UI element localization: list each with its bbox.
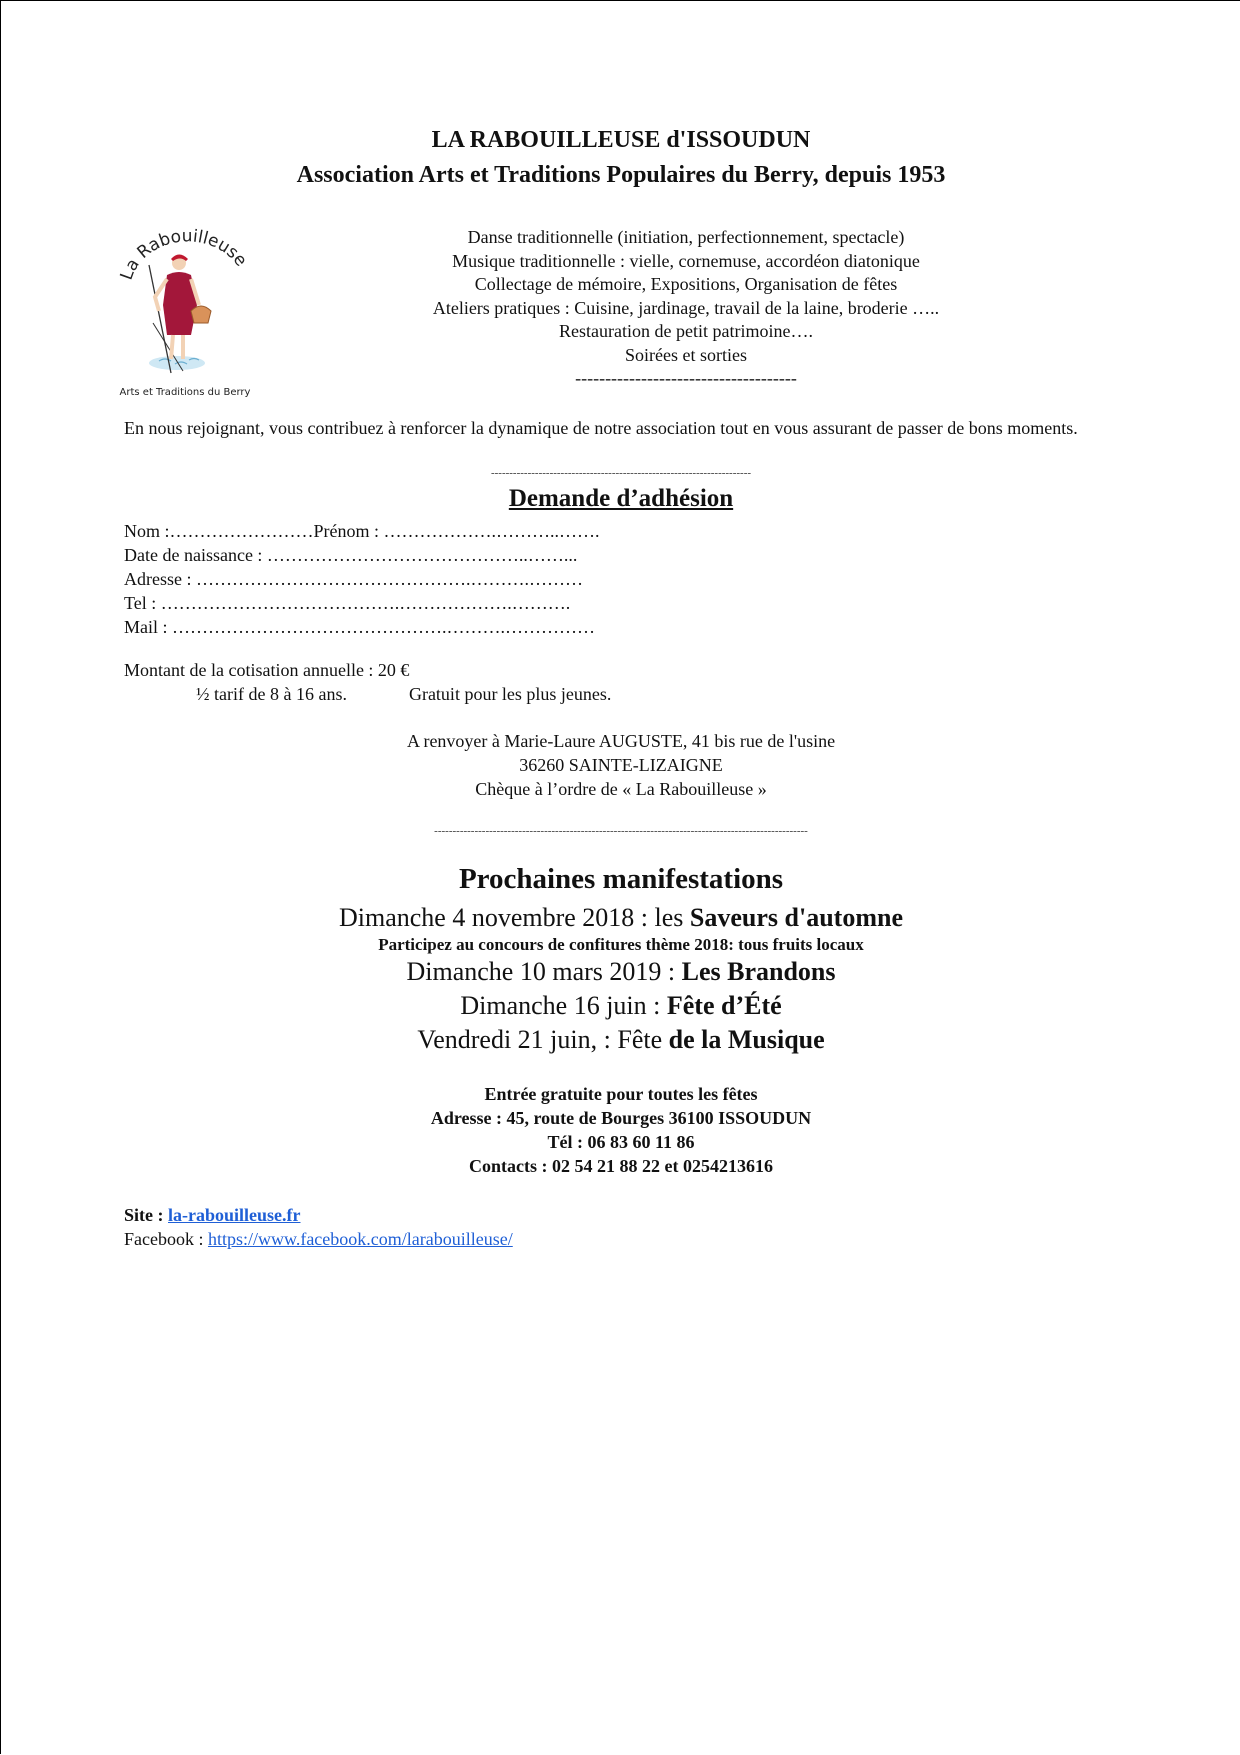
association-title: LA RABOUILLEUSE d'ISSOUDUN xyxy=(431,127,811,153)
rabouilleuse-logo xyxy=(119,223,259,403)
activities-list xyxy=(341,226,1031,391)
free-fee-note: Gratuit pour les plus jeunes. xyxy=(408,684,612,704)
form-field-birthdate[interactable]: Date de naissance : ……………………………………..……... xyxy=(124,545,578,565)
form-field-phone[interactable]: Tel : ………………………………….……………….………. xyxy=(124,593,571,613)
form-field-address[interactable]: Adresse : ……………………………………….……….……… xyxy=(124,569,583,589)
facebook-label: Facebook : xyxy=(124,1229,208,1249)
send-to-address xyxy=(1,729,1240,801)
phone-number: Tél : 06 83 60 11 86 xyxy=(547,1132,695,1152)
fee-section xyxy=(124,658,611,706)
activity-item: Musique traditionnelle : vielle, cornemuse, accordéon diatonique xyxy=(452,250,920,271)
links-section xyxy=(124,1203,513,1251)
association-subtitle: Association Arts et Traditions Populaires du Berry, depuis 1953 xyxy=(296,162,946,188)
event-item: Dimanche 4 novembre 2018 : les Saveurs d'automne xyxy=(339,903,903,932)
activity-item: Danse traditionnelle (initiation, perfectionnement, spectacle) xyxy=(467,227,905,247)
event-item: Dimanche 16 juin : Fête d’Été xyxy=(460,991,782,1020)
send-to-line: Chèque à l’ordre de « La Rabouilleuse » xyxy=(475,779,767,799)
venue-address: Adresse : 45, route de Bourges 36100 ISSOUDUN xyxy=(430,1108,812,1128)
site-link[interactable]: la-rabouilleuse.fr xyxy=(168,1205,301,1225)
contacts: Contacts : 02 54 21 88 22 et 0254213616 xyxy=(469,1156,773,1176)
event-item: Dimanche 10 mars 2019 : Les Brandons xyxy=(406,957,836,986)
intro-paragraph: En nous rejoignant, vous contribuez à renforcer la dynamique de notre association tout en vous assurant de passer de bons moments. xyxy=(124,418,1078,438)
practical-info xyxy=(1,1082,1240,1178)
form-field-name[interactable]: Nom :……………………Prénom : ……………….………..……. xyxy=(124,521,600,541)
events-list xyxy=(1,901,1240,1057)
section-divider: ----------------------------------------------------------------------- xyxy=(490,467,752,479)
logo-arc-text: a Rabouilleuse xyxy=(121,226,251,275)
membership-form xyxy=(124,519,600,639)
logo-illustration-icon xyxy=(119,223,259,403)
site-label: Site : xyxy=(124,1205,168,1225)
activity-item: Soirées et sorties xyxy=(625,344,747,365)
events-heading: Prochaines manifestations xyxy=(458,863,784,895)
facebook-link[interactable]: https://www.facebook.com/larabouilleuse/ xyxy=(207,1229,513,1249)
document-page xyxy=(1,1,1240,1755)
activity-item: Ateliers pratiques : Cuisine, jardinage, travail de la laine, broderie ….. xyxy=(432,297,940,318)
activity-divider: ------------------------------------- xyxy=(575,368,797,388)
activity-item: Collectage de mémoire, Expositions, Organisation de fêtes xyxy=(474,274,898,294)
section-divider: ------------------------------------------------------------------------------------------------------ xyxy=(434,825,808,837)
send-to-line: 36260 SAINTE-LIZAIGNE xyxy=(519,755,723,775)
form-field-mail[interactable]: Mail : ……………………………………….……….…………… xyxy=(124,617,595,637)
event-note: Participez au concours de confitures thème 2018: tous fruits locaux xyxy=(378,935,864,954)
logo-caption: Arts et Traditions du Berry xyxy=(119,387,251,398)
free-entry-note: Entrée gratuite pour toutes les fêtes xyxy=(484,1084,758,1104)
activity-item: Restauration de petit patrimoine…. xyxy=(559,321,813,341)
half-fee-note: ½ tarif de 8 à 16 ans. xyxy=(196,684,347,704)
event-item: Vendredi 21 juin, : Fête de la Musique xyxy=(417,1025,825,1054)
send-to-line: A renvoyer à Marie-Laure AUGUSTE, 41 bis rue de l'usine xyxy=(406,731,836,751)
membership-heading: Demande d’adhésion xyxy=(508,485,734,512)
annual-fee: Montant de la cotisation annuelle : 20 € xyxy=(124,660,410,680)
